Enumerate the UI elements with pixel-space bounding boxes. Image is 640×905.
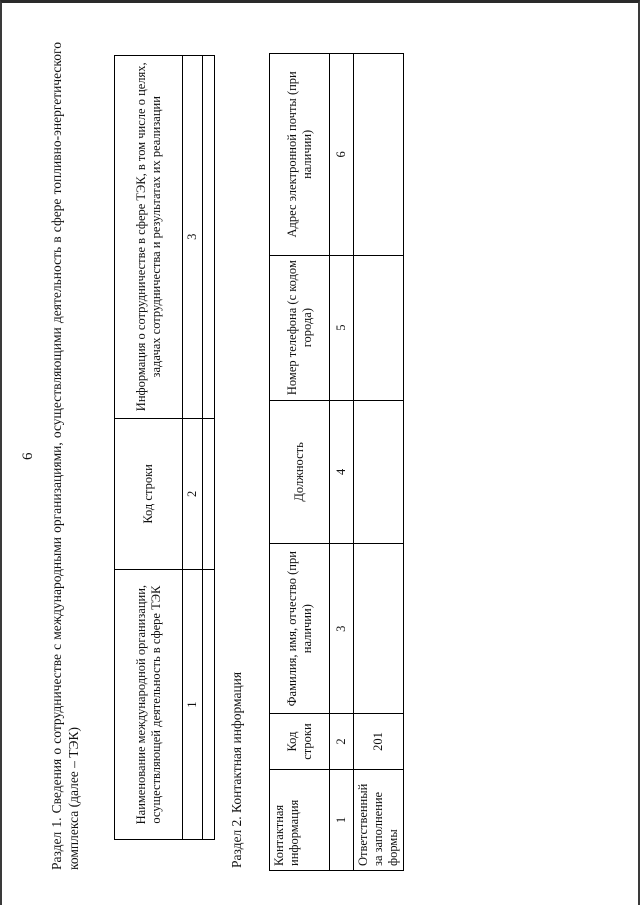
col-header-cooperation-info: Информация о сотрудничестве в сфере ТЭК, в том числе о целях, задачах сотрудничества и результатах их реализации (115, 56, 183, 419)
col-header-position: Должность (270, 400, 330, 544)
col-number: 6 (330, 54, 354, 256)
row-code: 201 (354, 714, 404, 770)
table-header-row (270, 54, 330, 871)
col-header-email: Адрес электронной почты (при наличии) (270, 54, 330, 256)
table-number-row (330, 54, 354, 871)
section-1-table (114, 55, 215, 840)
col-header-phone: Номер телефона (с кодом города) (270, 255, 330, 400)
empty-cell (203, 56, 215, 419)
col-number: 1 (183, 570, 203, 840)
col-number: 1 (330, 770, 354, 871)
empty-cell (203, 570, 215, 840)
col-number: 4 (330, 400, 354, 544)
col-number: 3 (183, 56, 203, 419)
col-header-line-code: Код строки (270, 714, 330, 770)
table-number-row (183, 56, 203, 840)
table-empty-row (203, 56, 215, 840)
col-header-contact-info: Контактная информация (270, 770, 330, 871)
empty-cell (354, 54, 404, 256)
col-header-full-name: Фамилия, имя, отчество (при наличии) (270, 544, 330, 714)
section-2-heading: Раздел 2. Контактная информация (229, 671, 244, 868)
col-number: 2 (183, 418, 203, 570)
empty-cell (354, 544, 404, 714)
col-number: 2 (330, 714, 354, 770)
empty-cell (203, 418, 215, 570)
empty-cell (354, 255, 404, 400)
row-label: Ответственный за заполнение формы (354, 770, 404, 871)
col-header-line-code: Код строки (115, 418, 183, 570)
col-number: 3 (330, 544, 354, 714)
table-row (354, 54, 404, 871)
col-number: 5 (330, 255, 354, 400)
col-header-organization: Наименование международной организации, осуществляющей деятельность в сфере ТЭК (115, 570, 183, 840)
page-number: 6 (20, 452, 36, 460)
section-1-heading: Раздел 1. Сведения о сотрудничестве с международными организациями, осуществляющими деятельность в сфере топливно-энергетического комплекса (далее – ТЭК) (49, 42, 81, 870)
table-header-row (115, 56, 183, 840)
empty-cell (354, 400, 404, 544)
section-2-table (269, 53, 404, 871)
